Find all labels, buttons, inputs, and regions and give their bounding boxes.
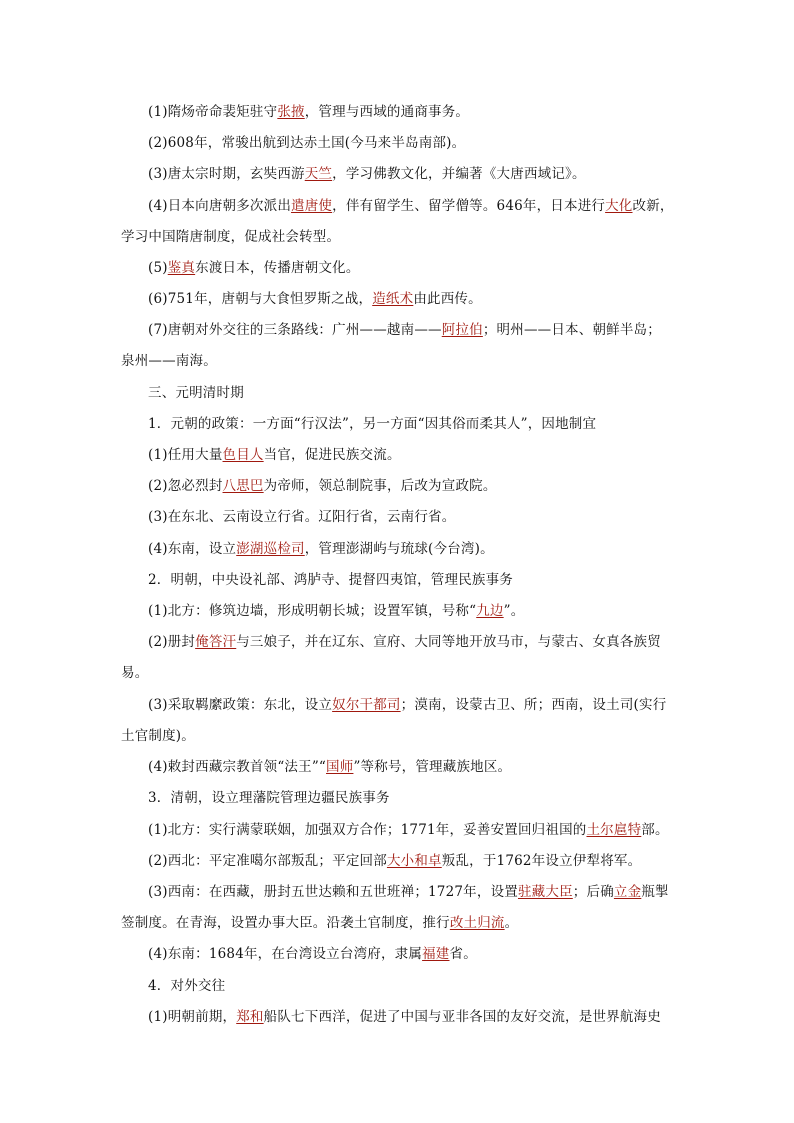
- keyword: 澎湖巡检司: [236, 541, 305, 557]
- text-line: (3)唐太宗时期，玄奘西游天竺，学习佛教文化，并编著《大唐西域记》。: [148, 166, 586, 182]
- text-line: (2)西北：平定准噶尔部叛乱；平定回部大小和卓叛乱，于1762年设立伊犁将军。: [148, 853, 642, 869]
- text-line: 泉州——南海。: [121, 353, 217, 369]
- keyword: 郑和: [236, 1009, 264, 1025]
- text-line: (3)采取羁縻政策：东北，设立奴尔干都司；漠南，设蒙古卫、所；西南，设土司(实行: [148, 697, 667, 713]
- text-line: (3)在东北、云南设立行省。辽阳行省，云南行省。: [148, 509, 456, 525]
- keyword: 大小和卓: [386, 853, 442, 869]
- keyword: 改土归流: [449, 915, 505, 931]
- keyword: 九边: [476, 603, 504, 619]
- text-line: 学习中国隋唐制度，促成社会转型。: [121, 229, 341, 245]
- keyword: 鉴真: [167, 260, 196, 276]
- keyword: 阿拉伯: [441, 322, 483, 338]
- keyword: 造纸术: [372, 291, 414, 307]
- text-line: (2)册封俺答汗与三娘子，并在辽东、宣府、大同等地开放马市，与蒙古、女真各族贸: [148, 634, 661, 650]
- text-line: 易。: [121, 665, 149, 681]
- text-line: (1)明朝前期，郑和船队七下西洋，促进了中国与亚非各国的友好交流，是世界航海史: [148, 1009, 661, 1025]
- text-line: (4)日本向唐朝多次派出遣唐使，伴有留学生、留学僧等。646年，日本进行大化改新，: [148, 198, 674, 214]
- text-line: (1)北方：修筑边墙，形成明朝长城；设置军镇，号称“九边”。: [148, 603, 525, 619]
- keyword: 天竺: [304, 166, 333, 182]
- subsection-heading: 4．对外交往: [148, 978, 226, 994]
- keyword: 张掖: [277, 104, 305, 120]
- subsection-heading: 2．明朝，中央设礼部、鸿胪寺、提督四夷馆，管理民族事务: [148, 572, 513, 588]
- text-line: (4)东南，设立澎湖巡检司，管理澎湖屿与琉球(今台湾)。: [148, 541, 494, 557]
- text-line: (2)忽必烈封八思巴为帝师，领总制院事，后改为宣政院。: [148, 478, 497, 494]
- subsection-heading: 1．元朝的政策：一方面“行汉法”，另一方面“因其俗而柔其人”，因地制宜: [148, 416, 597, 432]
- keyword: 色目人: [222, 447, 264, 463]
- keyword: 福建: [422, 946, 450, 962]
- keyword: 奴尔干都司: [332, 697, 401, 713]
- text-line: (7)唐朝对外交往的三条路线：广州——越南——阿拉伯；明州——日本、朝鲜半岛；: [148, 322, 661, 338]
- keyword: 八思巴: [222, 478, 264, 494]
- keyword: 土尔扈特: [586, 822, 642, 838]
- keyword: 大化: [605, 198, 633, 214]
- text-line: (2)608年，常骏出航到达赤土国(今马来半岛南部)。: [148, 135, 466, 151]
- keyword: 立金: [613, 884, 642, 900]
- text-line: (4)东南：1684年，在台湾设立台湾府，隶属福建省。: [148, 946, 477, 962]
- text-line: (1)北方：实行满蒙联姻，加强双方合作；1771年，妥善安置回归祖国的土尔扈特部。: [148, 822, 669, 838]
- text-line: (5)鉴真东渡日本，传播唐朝文化。: [148, 260, 360, 276]
- text-line: (3)西南：在西藏，册封五世达赖和五世班禅；1727年，设置驻藏大臣；后确立金瓶掣: [148, 884, 669, 900]
- keyword: 驻藏大臣: [517, 884, 573, 900]
- text-line: (1)任用大量色目人当官，促进民族交流。: [148, 447, 401, 463]
- text-line: 签制度。在青海，设置办事大臣。沿袭土官制度，推行改土归流。: [121, 915, 519, 931]
- keyword: 国师: [326, 759, 354, 775]
- text-line: (6)751年，唐朝与大食怛罗斯之战，造纸术由此西传。: [148, 291, 482, 307]
- text-line: (4)敕封西藏宗教首领“法王”“国师”等称号，管理藏族地区。: [148, 759, 512, 775]
- section-heading: 三、元明清时期: [148, 385, 244, 401]
- keyword: 俺答汗: [195, 634, 237, 650]
- subsection-heading: 3．清朝，设立理藩院管理边疆民族事务: [148, 790, 390, 806]
- keyword: 遣唐使: [291, 198, 333, 214]
- text-line: 土官制度)。: [121, 728, 195, 744]
- text-line: (1)隋炀帝命裴矩驻守张掖，管理与西域的通商事务。: [148, 104, 470, 120]
